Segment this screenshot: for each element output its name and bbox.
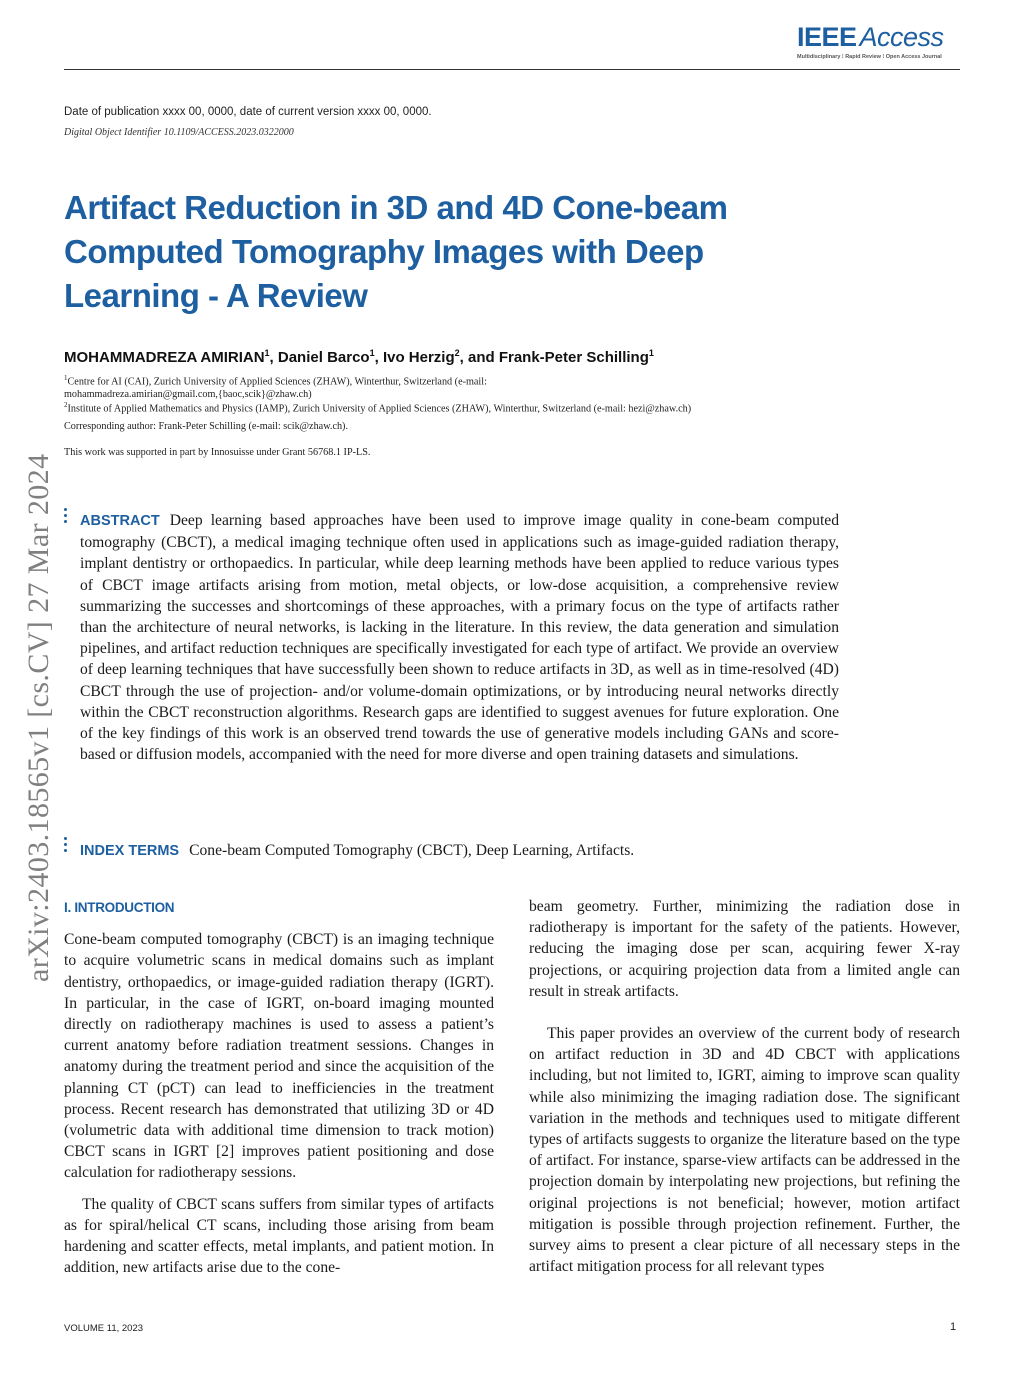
intro-paragraph-2: The quality of CBCT scans suffers from similar types of artifacts as for spiral/helical CT scans, including those arising from beam hardening and scatter effects, metal implants, and patient motion. In addition, new artifacts arise due to the cone- [64, 1195, 494, 1277]
abstract [80, 510, 839, 765]
left-column [64, 896, 494, 1278]
author-list [64, 348, 654, 366]
author-1: MOHAMMADREZA AMIRIAN [64, 349, 265, 366]
author-1-sup: 1 [264, 348, 270, 358]
author-4-sup: 1 [648, 348, 654, 358]
title-line-1: Artifact Reduction in 3D and 4D Cone-beam [64, 189, 728, 226]
author-3: , Ivo Herzig [374, 349, 455, 366]
title-line-3: Learning - A Review [64, 277, 368, 314]
affiliation-2-sup: 2 [64, 401, 68, 409]
author-3-sup: 2 [454, 348, 460, 358]
corresponding-author: Corresponding author: Frank-Peter Schilling (e-mail: scik@zhaw.ch). [64, 421, 348, 432]
logo-access: Access [859, 22, 944, 52]
affiliation-1-sup: 1 [64, 374, 68, 382]
funding-note: This work was supported in part by Innosuisse under Grant 56768.1 IP-LS. [64, 447, 371, 458]
page-number: 1 [950, 1321, 957, 1333]
logo-wordmark [797, 22, 957, 52]
intro-paragraph-1: Cone-beam computed tomography (CBCT) is an imaging technique to acquire volumetric scans in medical domains such as implant dentistry, orthopaedics, or image-guided radiation therapy (IGRT). In particular, in the case of IGRT, on-board imaging mounted directly on radiotherapy machines is used to assess a patient’s current anatomy before radiation treatment sessions. Changes in anatomy during the treatment period and since the acquisition of the planning CT (pCT) can lead to inefficiencies in the treatment process. Recent research has demonstrated that utilizing 3D or 4D (volumetric data with additional time dimension to track motion) CBCT scans in IGRT [2] improves patient positioning and dose calculation for radiotherapy sessions. [64, 931, 494, 1182]
author-2: , Daniel Barco [269, 349, 370, 366]
right-column [529, 896, 960, 1277]
section-heading-introduction: I. INTRODUCTION [64, 900, 175, 915]
author-4: , and Frank-Peter Schilling [459, 349, 649, 366]
intro-paragraph-4: This paper provides an overview of the current body of research on artifact reduction in 3D and 4D CBCT with applications including, but not limited to, IGRT, aiming to improve scan quality while also minimizing the imaging radiation dose. The significant variation in the methods and techniques used to mitigate different types of artifacts suggests to organize the literature based on the type of artifact. For instance, sparse-view artifacts can be addressed in the projection domain by interpolating new projections, but refining the original projections is not beneficial; however, motion artifact mitigation is possible through projection refinement. Further, the survey aims to present a clear picture of all necessary steps in the artifact mitigation process for all relevant types [529, 1025, 960, 1276]
logo-tagline: Multidisciplinary ⁝ Rapid Review ⁝ Open Access Journal [797, 54, 942, 60]
index-terms-text: Cone-beam Computed Tomography (CBCT), Deep Learning, Artifacts. [189, 842, 635, 859]
affiliation-2 [64, 399, 944, 415]
ieee-access-logo [797, 22, 957, 68]
affiliation-1-line-2: mohammadreza.amirian@gmail.com,{baoc,scik}@zhaw.ch) [64, 389, 312, 401]
abstract-label: ABSTRACT [80, 513, 160, 529]
affiliation-2-line: Institute of Applied Mathematics and Physics (IAMP), Zurich University of Applied Sciences (ZHAW), Winterthur, Switzerland (e-mail: hezi@zhaw.ch) [67, 403, 692, 415]
affiliation-1 [64, 372, 944, 401]
author-2-sup: 1 [369, 348, 375, 358]
index-terms [80, 840, 840, 862]
logo-ieee: IEEE [797, 22, 857, 52]
paper-title [64, 186, 824, 318]
publication-date: Date of publication xxxx 00, 0000, date of current version xxxx 00, 0000. [64, 106, 432, 118]
index-terms-label: INDEX TERMS [80, 843, 180, 859]
abstract-text: Deep learning based approaches have been used to improve image quality in cone-beam computed tomography (CBCT), a medical imaging technique often used in applications such as image-guided radiation therapy, implant dentistry or orthopaedics. In particular, while deep learning methods have been applied to reduce various types of CBCT image artifacts arising from motion, metal objects, or low-dose acquisition, a comprehensive review summarizing the successes and shortcomings of these approaches, with a primary focus on the type of artifacts rather than the architecture of neural networks, is lacking in the literature. In this review, the data generation and simulation pipelines, and artifact reduction techniques are specifically investigated for each type of artifact. We provide an overview of deep learning techniques that have successfully been shown to reduce artifacts in 3D, as well as in time-resolved (4D) CBCT through the use of projection- and/or volume-domain optimizations, or by introducing neural networks directly within the CBCT reconstruction algorithms. Research gaps are identified to suggest avenues for future exploration. One of the key findings of this work is an observed trend towards the use of generative models including GANs and score-based or diffusion models, accompanied with the need for more diverse and open training datasets and simulations. [80, 512, 839, 764]
doi: Digital Object Identifier 10.1109/ACCESS.2023.0322000 [64, 127, 294, 138]
footer-volume: VOLUME 11, 2023 [64, 1323, 144, 1334]
abstract-marker-icon [64, 508, 68, 526]
header-divider [64, 69, 960, 70]
title-line-2: Computed Tomography Images with Deep [64, 233, 704, 270]
index-terms-marker-icon [64, 837, 68, 855]
affiliation-1-line-1: Centre for AI (CAI), Zurich University of Applied Sciences (ZHAW), Winterthur, Switzerland (e-mail: [67, 376, 487, 388]
arxiv-side-stamp[interactable]: arXiv:2403.18565v1 [cs.CV] 27 Mar 2024 [22, 453, 55, 982]
intro-paragraph-3: beam geometry. Further, minimizing the radiation dose in radiotherapy is important for the safety of the patients. However, reducing the imaging dose per scan, acquiring fewer X-ray projections, or acquiring projection data from a limited angle can result in streak artifacts. [529, 898, 960, 1000]
